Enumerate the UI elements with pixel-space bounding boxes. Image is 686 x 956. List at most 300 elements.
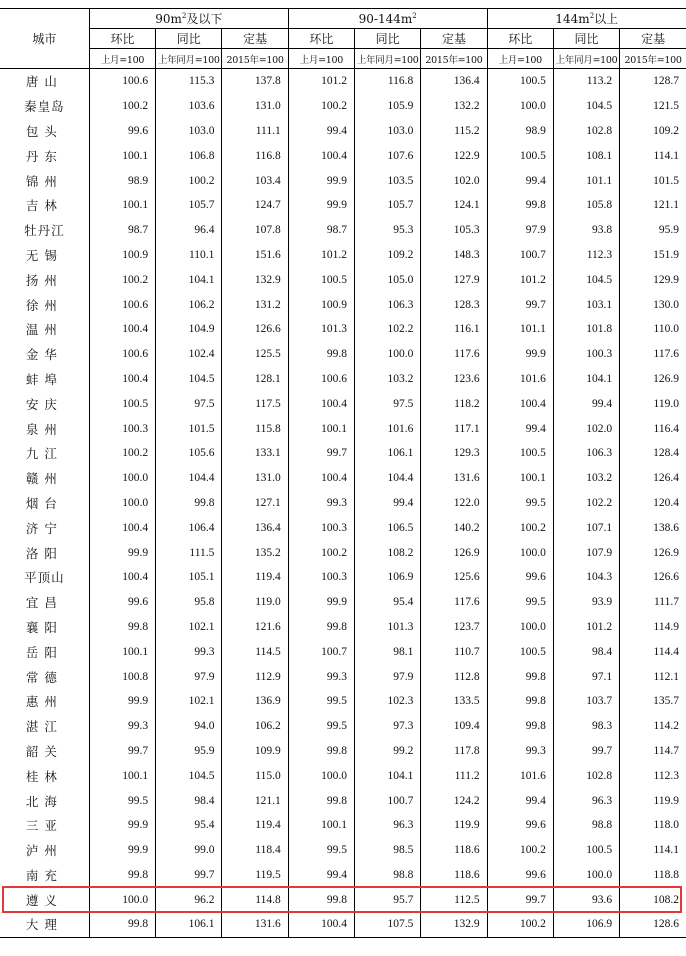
index-value: 99.6 <box>89 590 155 615</box>
index-value: 135.2 <box>222 540 288 565</box>
table-row <box>0 292 686 317</box>
index-value: 133.1 <box>222 441 288 466</box>
index-value: 99.4 <box>553 391 619 416</box>
index-value: 131.6 <box>421 466 487 491</box>
index-value: 104.1 <box>553 367 619 392</box>
base-label-fixed-base: 2015年=100 <box>222 49 288 69</box>
index-value: 101.3 <box>288 317 354 342</box>
index-value: 99.8 <box>89 863 155 888</box>
index-value: 100.7 <box>487 243 553 268</box>
index-value: 107.8 <box>222 218 288 243</box>
index-value: 109.4 <box>421 714 487 739</box>
city-name: 韶关 <box>25 743 63 759</box>
subheader-row <box>0 29 686 49</box>
index-value: 100.9 <box>89 243 155 268</box>
index-value: 121.5 <box>620 94 686 119</box>
index-value: 99.9 <box>288 590 354 615</box>
index-value: 104.5 <box>156 367 222 392</box>
table-row <box>0 813 686 838</box>
table-row <box>0 416 686 441</box>
table-row <box>0 515 686 540</box>
index-value: 97.5 <box>355 391 421 416</box>
table-row <box>0 168 686 193</box>
index-value: 135.7 <box>620 689 686 714</box>
city-name: 泉州 <box>25 421 63 437</box>
index-value: 117.6 <box>421 342 487 367</box>
index-value: 119.0 <box>222 590 288 615</box>
table-row <box>0 267 686 292</box>
index-value: 100.1 <box>288 813 354 838</box>
index-value: 133.5 <box>421 689 487 714</box>
index-value: 99.9 <box>89 838 155 863</box>
base-label-mom: 上月=100 <box>487 49 553 69</box>
index-value: 100.2 <box>288 540 354 565</box>
city-name: 蚌埠 <box>25 371 63 387</box>
index-value: 101.5 <box>156 416 222 441</box>
index-value: 102.4 <box>156 342 222 367</box>
base-label-mom: 上月=100 <box>89 49 155 69</box>
index-value: 100.3 <box>553 342 619 367</box>
table-row <box>0 590 686 615</box>
index-value: 99.5 <box>288 689 354 714</box>
index-value: 103.6 <box>156 94 222 119</box>
index-value: 103.1 <box>553 292 619 317</box>
index-value: 118.2 <box>421 391 487 416</box>
index-value: 99.3 <box>156 639 222 664</box>
index-value: 124.2 <box>421 788 487 813</box>
index-value: 109.2 <box>355 243 421 268</box>
base-label-yoy: 上年同月=100 <box>355 49 421 69</box>
index-value: 104.5 <box>553 94 619 119</box>
index-value: 132.9 <box>222 267 288 292</box>
index-value: 99.6 <box>487 565 553 590</box>
index-value: 103.5 <box>355 168 421 193</box>
index-value: 100.1 <box>89 763 155 788</box>
index-value: 100.4 <box>288 143 354 168</box>
price-index-table <box>0 8 686 938</box>
table-row <box>0 887 686 912</box>
index-value: 151.6 <box>222 243 288 268</box>
city-name: 常德 <box>25 669 63 685</box>
index-value: 128.4 <box>620 441 686 466</box>
index-value: 99.8 <box>156 491 222 516</box>
index-value: 100.4 <box>89 317 155 342</box>
index-value: 99.4 <box>487 168 553 193</box>
index-value: 125.6 <box>421 565 487 590</box>
index-value: 105.6 <box>156 441 222 466</box>
index-value: 101.1 <box>487 317 553 342</box>
index-value: 116.8 <box>355 69 421 94</box>
index-value: 99.7 <box>487 887 553 912</box>
index-value: 129.3 <box>421 441 487 466</box>
index-value: 97.9 <box>355 664 421 689</box>
city-name: 牡丹江 <box>24 223 65 239</box>
index-value: 100.0 <box>89 466 155 491</box>
index-value: 103.7 <box>553 689 619 714</box>
table-row <box>0 391 686 416</box>
index-value: 105.7 <box>355 193 421 218</box>
index-value: 99.3 <box>487 739 553 764</box>
city-name: 襄阳 <box>25 619 63 635</box>
city-name: 大理 <box>0 912 89 937</box>
index-value: 101.2 <box>288 69 354 94</box>
index-value: 123.7 <box>421 615 487 640</box>
city-name: 济宁 <box>25 520 63 536</box>
index-value: 109.9 <box>222 739 288 764</box>
index-value: 131.0 <box>222 94 288 119</box>
index-value: 97.3 <box>355 714 421 739</box>
index-value: 125.5 <box>222 342 288 367</box>
index-value: 118.6 <box>421 863 487 888</box>
index-value: 104.4 <box>355 466 421 491</box>
index-value: 103.4 <box>222 168 288 193</box>
index-value: 130.0 <box>620 292 686 317</box>
city-name: 烟台 <box>25 495 63 511</box>
index-value: 106.3 <box>553 441 619 466</box>
index-value: 97.1 <box>553 664 619 689</box>
index-value: 95.7 <box>355 887 421 912</box>
index-value: 114.4 <box>620 639 686 664</box>
index-value: 131.0 <box>222 466 288 491</box>
index-value: 100.2 <box>288 94 354 119</box>
city-name: 宜昌 <box>25 595 63 611</box>
subheader-mom: 环比 <box>487 29 553 49</box>
index-value: 110.1 <box>156 243 222 268</box>
table-row <box>0 218 686 243</box>
index-value: 118.6 <box>421 838 487 863</box>
index-value: 111.7 <box>620 590 686 615</box>
index-value: 97.9 <box>156 664 222 689</box>
index-value: 100.7 <box>355 788 421 813</box>
index-value: 100.3 <box>288 515 354 540</box>
index-value: 126.9 <box>421 540 487 565</box>
index-value: 102.8 <box>553 763 619 788</box>
subheader-mom: 环比 <box>288 29 354 49</box>
city-name: 徐州 <box>25 297 63 313</box>
city-name: 南充 <box>25 867 63 883</box>
index-value: 98.1 <box>355 639 421 664</box>
index-value: 114.1 <box>620 143 686 168</box>
base-label-mom: 上月=100 <box>288 49 354 69</box>
index-value: 148.3 <box>421 243 487 268</box>
index-value: 98.7 <box>288 218 354 243</box>
index-value: 100.5 <box>487 639 553 664</box>
index-value: 100.0 <box>487 615 553 640</box>
index-value: 106.2 <box>156 292 222 317</box>
index-value: 107.6 <box>355 143 421 168</box>
index-value: 101.6 <box>487 763 553 788</box>
index-value: 99.4 <box>288 119 354 144</box>
index-value: 104.5 <box>156 763 222 788</box>
table-row <box>0 540 686 565</box>
index-value: 113.2 <box>553 69 619 94</box>
index-value: 100.6 <box>89 69 155 94</box>
index-value: 99.5 <box>89 788 155 813</box>
index-value: 104.5 <box>553 267 619 292</box>
index-value: 102.0 <box>553 416 619 441</box>
table-row <box>0 119 686 144</box>
index-value: 98.8 <box>553 813 619 838</box>
index-value: 112.5 <box>421 887 487 912</box>
index-value: 117.1 <box>421 416 487 441</box>
index-value: 97.9 <box>487 218 553 243</box>
index-value: 99.4 <box>355 491 421 516</box>
subheader-yoy: 同比 <box>156 29 222 49</box>
index-value: 116.8 <box>222 143 288 168</box>
index-value: 114.2 <box>620 714 686 739</box>
city-name: 北海 <box>25 793 63 809</box>
table-row <box>0 714 686 739</box>
index-value: 99.8 <box>487 664 553 689</box>
index-value: 100.2 <box>89 267 155 292</box>
index-value: 99.7 <box>89 739 155 764</box>
index-value: 101.1 <box>553 168 619 193</box>
index-value: 99.8 <box>89 615 155 640</box>
index-value: 99.4 <box>487 788 553 813</box>
index-value: 132.2 <box>421 94 487 119</box>
index-value: 99.5 <box>487 590 553 615</box>
index-value: 127.1 <box>222 491 288 516</box>
table-header <box>0 9 686 69</box>
index-value: 99.8 <box>288 342 354 367</box>
index-value: 136.9 <box>222 689 288 714</box>
index-value: 126.9 <box>620 540 686 565</box>
table-row <box>0 441 686 466</box>
index-value: 123.6 <box>421 367 487 392</box>
index-value: 94.0 <box>156 714 222 739</box>
index-value: 100.7 <box>288 639 354 664</box>
index-value: 112.9 <box>222 664 288 689</box>
index-value: 100.4 <box>89 565 155 590</box>
index-value: 99.8 <box>288 615 354 640</box>
subheader-fixed-base: 定基 <box>421 29 487 49</box>
price-index-table-container <box>0 8 686 938</box>
base-label-yoy: 上年同月=100 <box>156 49 222 69</box>
index-value: 100.2 <box>156 168 222 193</box>
index-value: 99.5 <box>288 838 354 863</box>
index-value: 103.2 <box>355 367 421 392</box>
city-name: 洛阳 <box>25 545 63 561</box>
index-value: 99.3 <box>89 714 155 739</box>
index-value: 101.6 <box>355 416 421 441</box>
index-value: 98.8 <box>355 863 421 888</box>
index-value: 106.5 <box>355 515 421 540</box>
city-name: 遵义 <box>25 892 63 908</box>
index-value: 100.6 <box>89 342 155 367</box>
index-value: 119.5 <box>222 863 288 888</box>
index-value: 95.4 <box>355 590 421 615</box>
index-value: 104.1 <box>355 763 421 788</box>
index-value: 99.9 <box>288 193 354 218</box>
index-value: 101.2 <box>553 615 619 640</box>
index-value: 100.4 <box>89 515 155 540</box>
index-value: 119.9 <box>421 813 487 838</box>
subheader-yoy: 同比 <box>553 29 619 49</box>
index-value: 100.5 <box>487 441 553 466</box>
index-value: 102.1 <box>156 615 222 640</box>
index-value: 107.1 <box>553 515 619 540</box>
table-row <box>0 69 686 94</box>
index-value: 99.7 <box>553 739 619 764</box>
table-row <box>0 491 686 516</box>
table-row <box>0 94 686 119</box>
table-row <box>0 838 686 863</box>
index-value: 100.4 <box>288 912 354 937</box>
index-value: 96.4 <box>156 218 222 243</box>
index-value: 119.4 <box>222 813 288 838</box>
index-value: 99.9 <box>89 813 155 838</box>
index-value: 99.9 <box>288 168 354 193</box>
table-row <box>0 863 686 888</box>
city-name: 金华 <box>25 347 63 363</box>
index-value: 100.5 <box>288 267 354 292</box>
index-value: 100.4 <box>288 466 354 491</box>
index-value: 99.6 <box>487 813 553 838</box>
index-value: 118.8 <box>620 863 686 888</box>
index-value: 100.2 <box>487 912 553 937</box>
index-value: 126.9 <box>620 367 686 392</box>
index-value: 96.3 <box>553 788 619 813</box>
index-value: 100.3 <box>288 565 354 590</box>
index-value: 115.2 <box>421 119 487 144</box>
index-value: 98.7 <box>89 218 155 243</box>
city-name: 秦皇岛 <box>24 99 65 115</box>
index-value: 105.1 <box>156 565 222 590</box>
index-value: 110.7 <box>421 639 487 664</box>
index-value: 108.2 <box>355 540 421 565</box>
index-value: 137.8 <box>222 69 288 94</box>
index-value: 95.4 <box>156 813 222 838</box>
index-value: 93.8 <box>553 218 619 243</box>
index-value: 102.3 <box>355 689 421 714</box>
subheader-yoy: 同比 <box>355 29 421 49</box>
index-value: 99.7 <box>487 292 553 317</box>
index-value: 99.0 <box>156 838 222 863</box>
city-name: 锦州 <box>25 173 63 189</box>
index-value: 99.9 <box>89 540 155 565</box>
index-value: 106.3 <box>355 292 421 317</box>
index-value: 98.9 <box>89 168 155 193</box>
index-value: 109.2 <box>620 119 686 144</box>
table-row <box>0 912 686 937</box>
subheader-fixed-base: 定基 <box>222 29 288 49</box>
index-value: 100.9 <box>288 292 354 317</box>
index-value: 100.0 <box>288 763 354 788</box>
index-value: 112.3 <box>553 243 619 268</box>
index-value: 114.9 <box>620 615 686 640</box>
index-value: 105.3 <box>421 218 487 243</box>
index-value: 108.2 <box>620 887 686 912</box>
index-value: 117.6 <box>421 590 487 615</box>
index-value: 95.9 <box>620 218 686 243</box>
table-row <box>0 466 686 491</box>
index-value: 128.7 <box>620 69 686 94</box>
index-value: 116.4 <box>620 416 686 441</box>
city-name: 平顶山 <box>24 570 65 586</box>
city-column-header: 城市 <box>0 9 89 69</box>
city-name: 三亚 <box>25 818 63 834</box>
index-value: 93.6 <box>553 887 619 912</box>
index-value: 111.5 <box>156 540 222 565</box>
index-value: 96.2 <box>156 887 222 912</box>
index-value: 100.2 <box>487 515 553 540</box>
index-value: 112.1 <box>620 664 686 689</box>
index-value: 100.0 <box>487 540 553 565</box>
index-value: 122.0 <box>421 491 487 516</box>
index-value: 100.1 <box>288 416 354 441</box>
base-label-fixed-base: 2015年=100 <box>421 49 487 69</box>
index-value: 106.9 <box>355 565 421 590</box>
index-value: 102.2 <box>355 317 421 342</box>
index-value: 100.2 <box>89 441 155 466</box>
index-value: 100.6 <box>288 367 354 392</box>
index-value: 100.2 <box>487 838 553 863</box>
index-value: 126.6 <box>620 565 686 590</box>
table-row <box>0 664 686 689</box>
group-header-medium: $90-144m^2$ <box>288 9 487 29</box>
table-body <box>0 69 686 938</box>
index-value: 115.8 <box>222 416 288 441</box>
group-header-large: $144m^2$以上 <box>487 9 686 29</box>
table-row <box>0 342 686 367</box>
index-value: 99.2 <box>355 739 421 764</box>
index-value: 105.0 <box>355 267 421 292</box>
index-value: 114.1 <box>620 838 686 863</box>
table-row <box>0 788 686 813</box>
index-value: 99.3 <box>288 491 354 516</box>
index-value: 118.0 <box>620 813 686 838</box>
index-value: 99.8 <box>288 887 354 912</box>
city-name: 赣州 <box>25 471 63 487</box>
index-value: 115.3 <box>156 69 222 94</box>
index-value: 131.2 <box>222 292 288 317</box>
table-row <box>0 739 686 764</box>
index-value: 101.3 <box>355 615 421 640</box>
index-value: 136.4 <box>421 69 487 94</box>
index-value: 140.2 <box>421 515 487 540</box>
index-value: 98.4 <box>553 639 619 664</box>
index-value: 105.9 <box>355 94 421 119</box>
index-value: 95.9 <box>156 739 222 764</box>
city-name: 包头 <box>25 123 63 139</box>
city-name: 九江 <box>25 446 63 462</box>
index-value: 111.1 <box>222 119 288 144</box>
index-value: 104.9 <box>156 317 222 342</box>
index-value: 132.9 <box>421 912 487 937</box>
index-value: 99.8 <box>89 912 155 937</box>
table-row <box>0 243 686 268</box>
index-value: 100.1 <box>487 466 553 491</box>
city-name: 吉林 <box>25 198 63 214</box>
index-value: 128.6 <box>620 912 686 937</box>
index-value: 138.6 <box>620 515 686 540</box>
city-name: 唐山 <box>0 69 89 94</box>
index-value: 101.2 <box>288 243 354 268</box>
index-value: 101.6 <box>487 367 553 392</box>
index-value: 100.4 <box>89 367 155 392</box>
base-label-yoy: 上年同月=100 <box>553 49 619 69</box>
index-value: 99.8 <box>487 193 553 218</box>
index-value: 102.1 <box>156 689 222 714</box>
index-value: 100.2 <box>89 94 155 119</box>
index-value: 105.8 <box>553 193 619 218</box>
index-value: 106.9 <box>553 912 619 937</box>
index-value: 99.3 <box>288 664 354 689</box>
index-value: 110.0 <box>620 317 686 342</box>
index-value: 99.6 <box>89 119 155 144</box>
index-value: 126.6 <box>222 317 288 342</box>
city-name: 扬州 <box>25 272 63 288</box>
